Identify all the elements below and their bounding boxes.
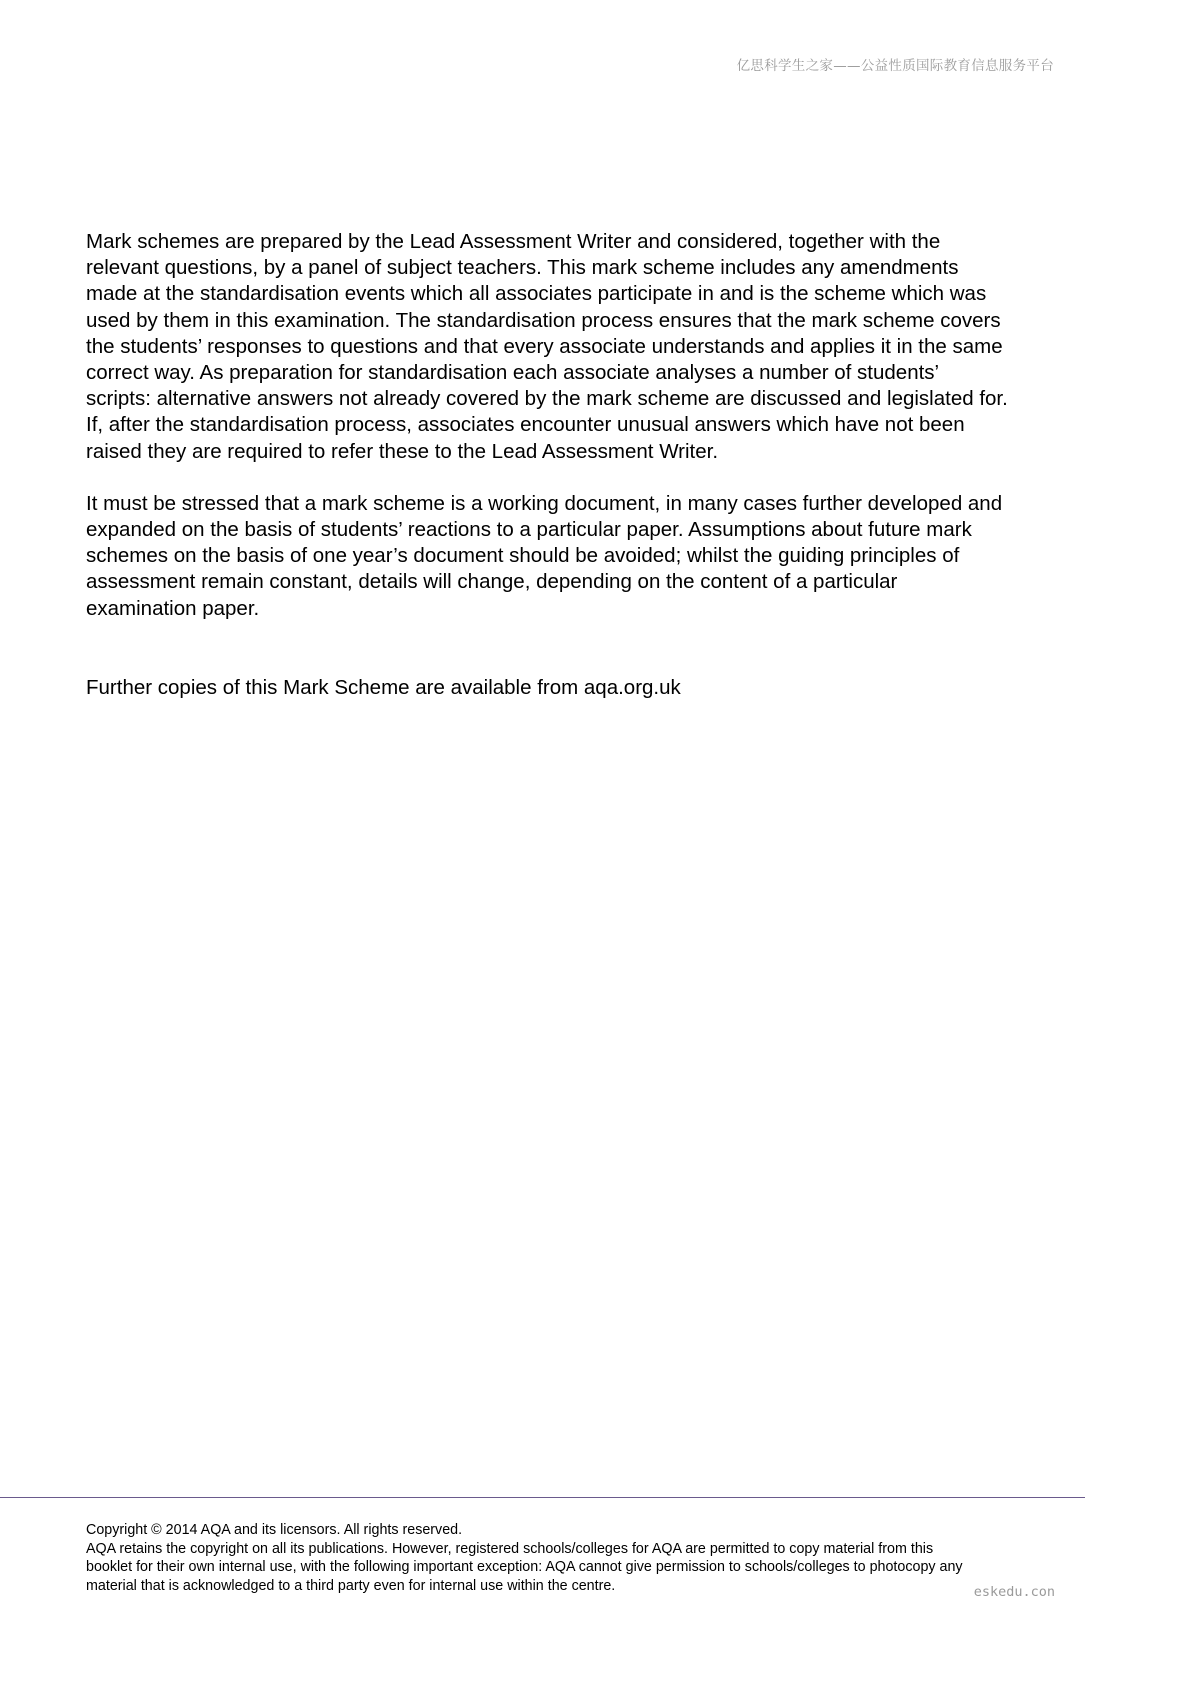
footer-copyright: Copyright © 2014 AQA and its licensors. All rights reserved. <box>86 1522 463 1538</box>
footer-divider <box>0 1497 1085 1498</box>
footer <box>86 1521 1086 1595</box>
paragraph-mark-scheme-preparation: Mark schemes are prepared by the Lead Assessment Writer and considered, together with the relevant questions, by a panel of subject teachers. This mark scheme includes any amendments made at the standardisation events which all associates participate in and is the scheme which was used by them in this examination. The standardisation process ensures that the mark scheme covers the students’ responses to questions and that every associate understands and applies it in the same correct way. As preparation for standardisation each associate analyses a number of students’ scripts: alternative answers not already covered by the mark scheme are discussed and legislated for. If, after the standardisation process, associates encounter unusual answers which have not been raised they are required to refer these to the Lead Assessment Writer. <box>86 230 1008 463</box>
header-watermark: 亿思科学生之家——公益性质国际教育信息服务平台 <box>736 58 1054 74</box>
footer-watermark: eskedu.con <box>973 1584 1055 1600</box>
paragraph-working-document: It must be stressed that a mark scheme is a working document, in many cases further developed and expanded on the basis of students’ reactions to a particular paper. Assumptions about future mark schemes on the basis of one year’s document should be avoided; whilst the guiding principles of assessment remain constant, details will change, depending on the content of a particular examination paper. <box>86 491 1003 620</box>
document-body <box>86 229 1096 622</box>
further-copies-note: Further copies of this Mark Scheme are available from aqa.org.uk <box>86 676 681 699</box>
footer-notice: AQA retains the copyright on all its publications. However, registered schools/colleges for AQA are permitted to copy material from this booklet for their own internal use, with the following important exception: AQA cannot give permission to schools/colleges to photocopy any material that is acknowledged to a third party even for internal use within the centre. <box>86 1540 963 1594</box>
